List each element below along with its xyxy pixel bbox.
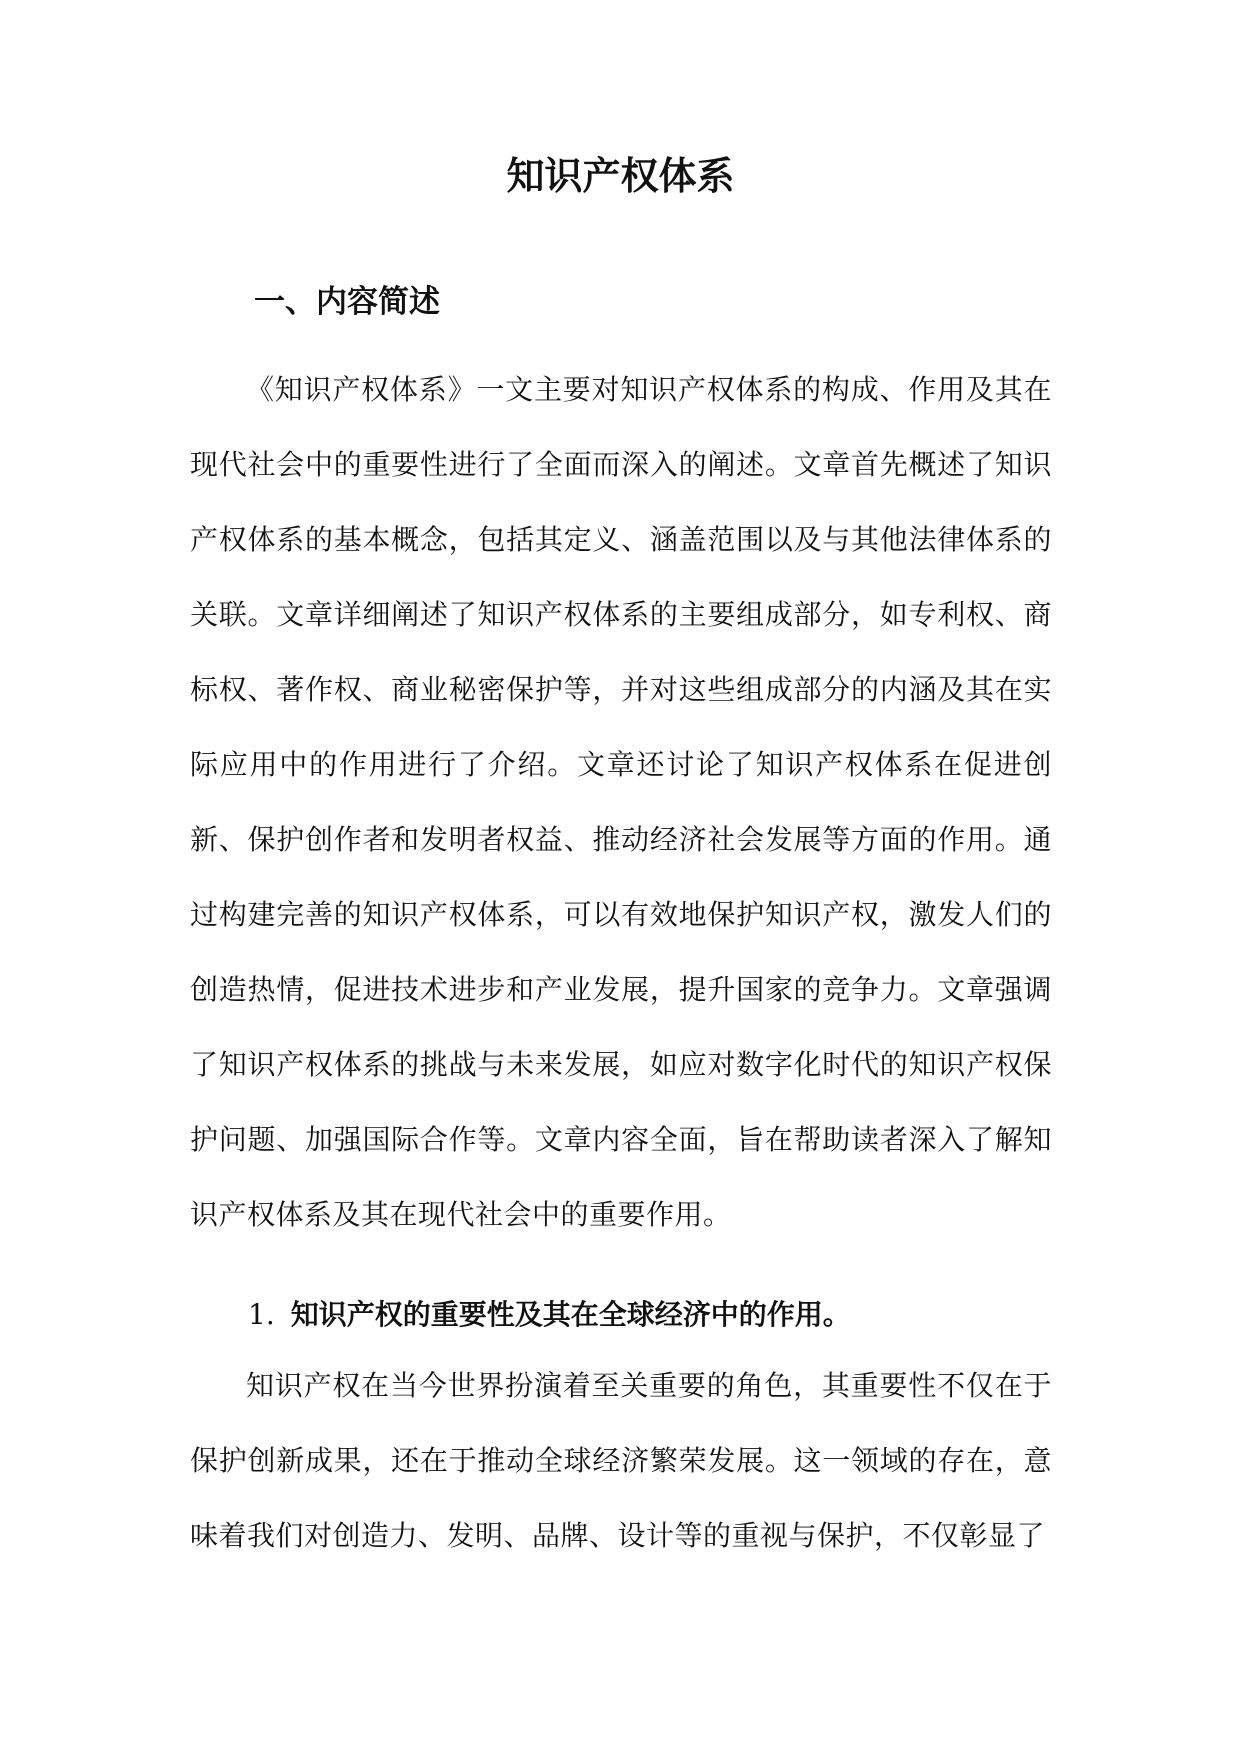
- document-title: 知识产权体系: [506, 153, 735, 198]
- subsection-paragraph: 知识产权在当今世界扮演着至关重要的角色，其重要性不仅在于保护创新成果，还在于推动全球经济繁荣发展。这一领域的存在，意味着我们对创造力、发明、品牌、设计等的重视与保护，不仅彰显了: [190, 1369, 1052, 1552]
- subsection-heading-text: 知识产权的重要性及其在全球经济中的作用。: [290, 1298, 851, 1331]
- subsection-number: 1.: [248, 1298, 275, 1331]
- section-paragraph: 《知识产权体系》一文主要对知识产权体系的构成、作用及其在现代社会中的重要性进行了全面而深入的阐述。文章首先概述了知识产权体系的基本概念，包括其定义、涵盖范围以及与其他法律体系的关联。文章详细阐述了知识产权体系的主要组成部分，如专利权、商标权、著作权、商业秘密保护等，并对这些组成部分的内涵及其在实际应用中的作用进行了介绍。文章还讨论了知识产权体系在促进创新、保护创作者和发明者权益、推动经济社会发展等方面的作用。通过构建完善的知识产权体系，可以有效地保护知识产权，激发人们的创造热情，促进技术进步和产业发展，提升国家的竞争力。文章强调了知识产权体系的挑战与未来发展，如应对数字化时代的知识产权保护问题、加强国际合作等。文章内容全面，旨在帮助读者深入了解知识产权体系及其在现代社会中的重要作用。: [190, 373, 1052, 1231]
- section-heading: 一、内容简述: [254, 284, 440, 320]
- subsection-heading: [248, 1293, 851, 1337]
